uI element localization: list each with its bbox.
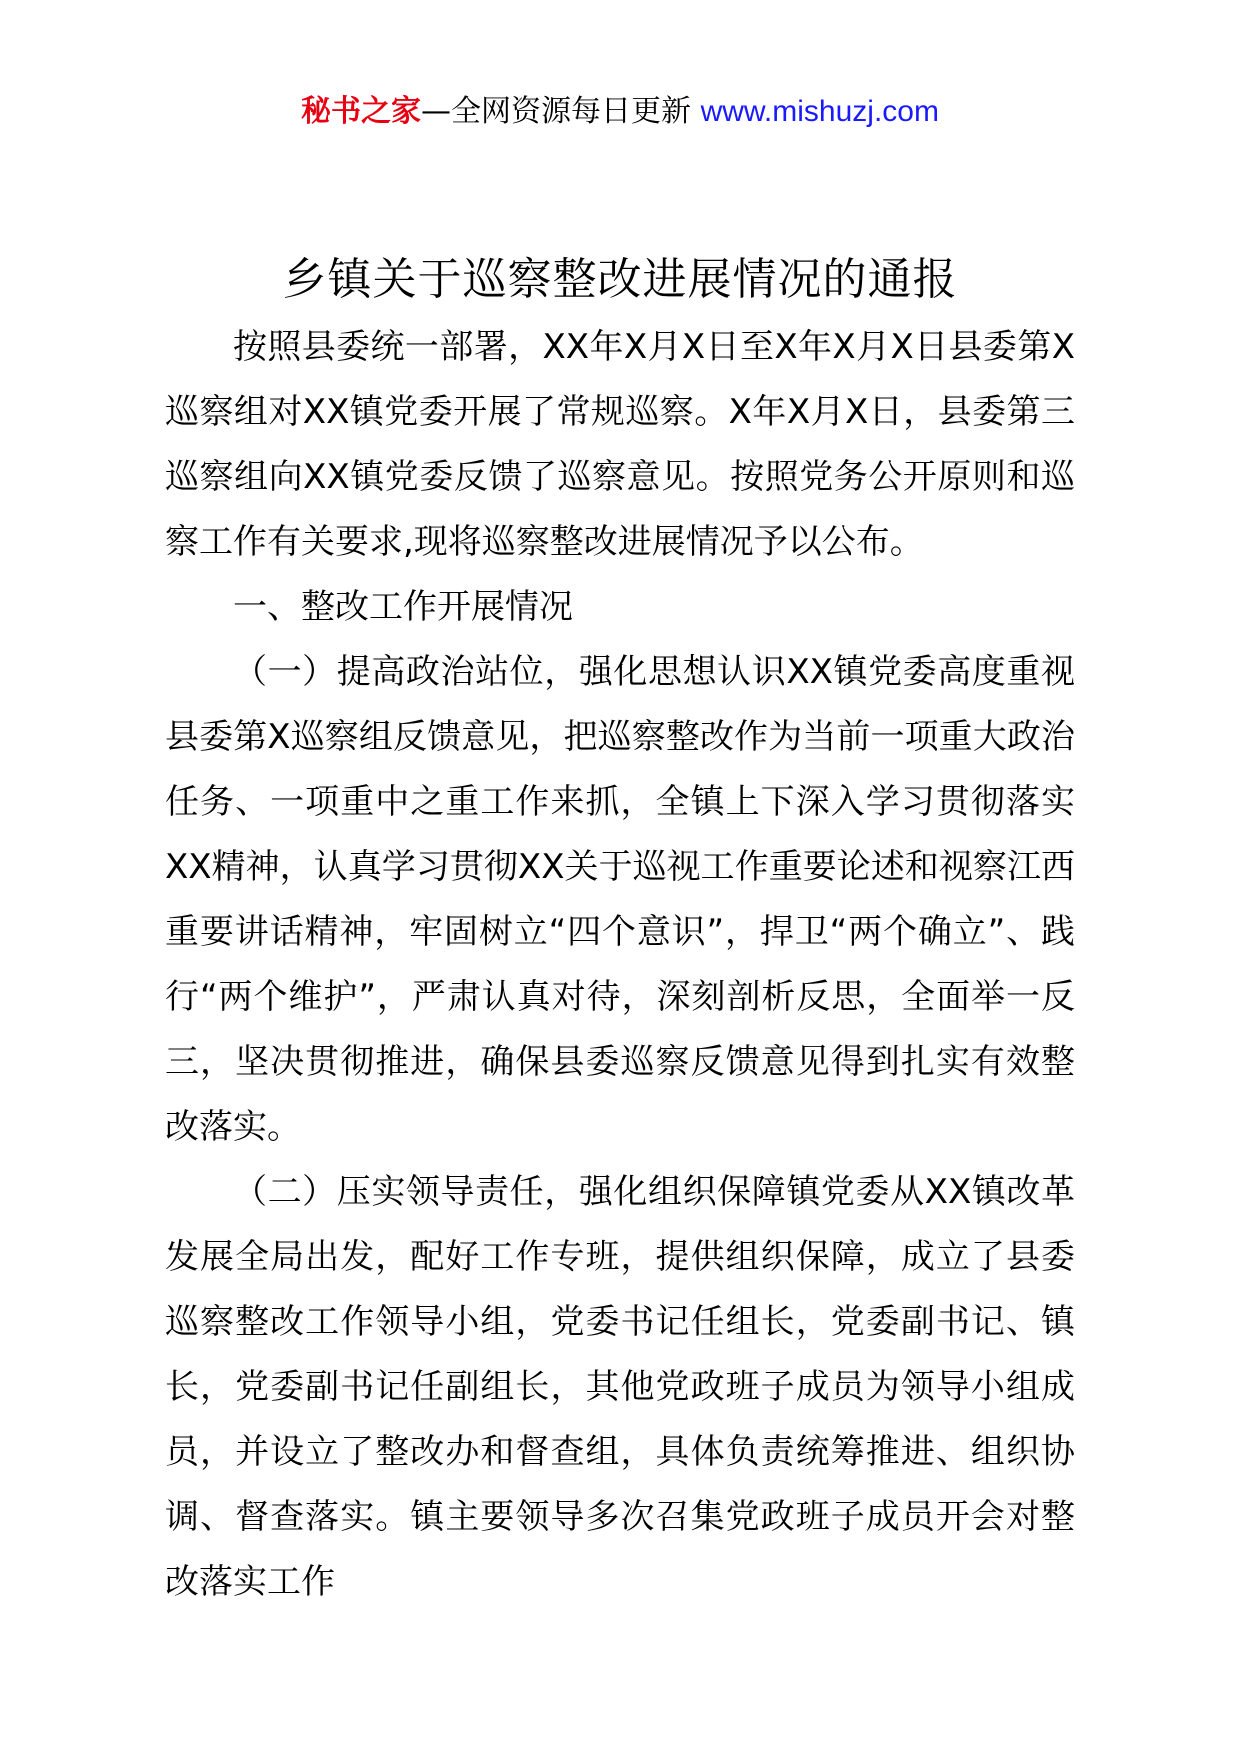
intro-paragraph: 按照县委统一部署，XX年X月X日至X年X月X日县委第X巡察组对XX镇党委开展了常规巡察。X年X月X日，县委第三巡察组向XX镇党委反馈了巡察意见。按照党务公开原则和巡察工作有关要求,现将巡察整改进展情况予以公布。 [165,327,1075,562]
document-title: 乡镇关于巡察整改进展情况的通报 [282,254,958,305]
document-body [165,315,1075,1615]
subsection-paragraph-1: （一）提高政治站位，强化思想认识XX镇党委高度重视县委第X巡察组反馈意见，把巡察整改作为当前一项重大政治任务、一项重中之重工作来抓，全镇上下深入学习贯彻落实XX精神，认真学习贯彻XX关于巡视工作重要论述和视察江西重要讲话精神，牢固树立“四个意识”，捍卫“两个确立”、践行“两个维护”，严肃认真对待，深刻剖析反思，全面举一反三，坚决贯彻推进，确保县委巡察反馈意见得到扎实有效整改落实。 [165,652,1075,1147]
site-url[interactable]: www.mishuzj.com [700,95,939,128]
site-header [0,92,1240,132]
section-heading: 一、整改工作开展情况 [233,587,573,627]
brand-name: 秘书之家 [301,94,422,129]
subsection-paragraph-2: （二）压实领导责任，强化组织保障镇党委从XX镇改革发展全局出发，配好工作专班，提供组织保障，成立了县委巡察整改工作领导小组，党委书记任组长，党委副书记、镇长，党委副书记任副组长，其他党政班子成员为领导小组成员，并设立了整改办和督查组，具体负责统筹推进、组织协调、督查落实。镇主要领导多次召集党政班子成员开会对整改落实工作 [165,1172,1075,1602]
header-slogan: —全网资源每日更新 [421,94,692,129]
